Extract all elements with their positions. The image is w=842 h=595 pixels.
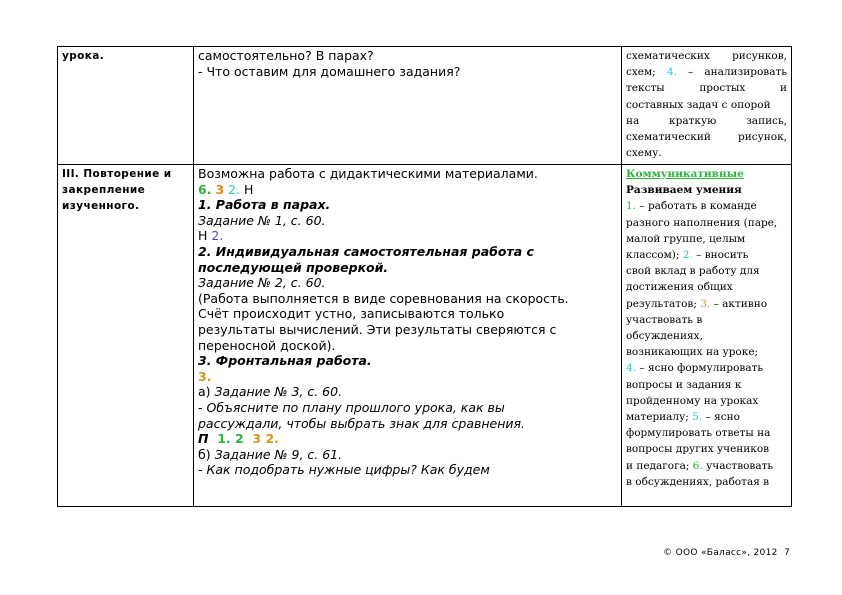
uud-line: формулировать ответы на	[626, 427, 771, 440]
marker-letter: П	[198, 431, 209, 447]
uud-text: материалу;	[626, 411, 689, 424]
task-reference: Задание № 3, с. 60.	[214, 384, 343, 400]
uud-subtitle: Развиваем умения	[626, 184, 742, 197]
uud-text: результатов;	[626, 297, 697, 310]
uud-word: краткую	[669, 114, 717, 127]
work-line: результаты вычислений. Эти результаты сверяются с	[198, 321, 557, 337]
stage-label: изученного.	[62, 200, 140, 212]
uud-line: обсуждениях,	[626, 330, 703, 343]
uud-line: составных задач с опорой	[626, 98, 771, 111]
marker-number: 2.	[211, 228, 224, 244]
marker-number: 3	[252, 431, 262, 447]
page-number: 7	[783, 548, 790, 558]
uud-line: малой группе, целым	[626, 232, 746, 245]
uud-word: рисунок,	[738, 131, 787, 144]
uud-line: вопросы и задания к	[626, 378, 742, 391]
uud-line: в обсуждениях, работая в	[626, 475, 770, 488]
uud-cell	[622, 165, 792, 507]
uud-line	[626, 48, 787, 64]
stage-label: закрепление	[62, 184, 146, 196]
uud-line: участвовать в	[626, 313, 703, 326]
uud-number: 3.	[700, 297, 711, 310]
uud-text: – активно	[710, 297, 768, 310]
page-footer	[663, 548, 790, 558]
copyright-text: © ООО «Баласс», 2012	[663, 548, 778, 558]
marker-number: 1.	[217, 431, 231, 447]
task-heading: 2. Индивидуальная самостоятельная работа с	[198, 243, 534, 259]
work-line: самостоятельно? В парах?	[198, 48, 374, 63]
work-line: Возможна работа с дидактическими материалами.	[198, 166, 538, 181]
uud-text: и педагога;	[626, 459, 690, 472]
work-line: - Объясните по плану прошлого урока, как вы	[198, 399, 505, 415]
marker-number: 2.	[228, 181, 241, 197]
uud-line	[626, 64, 787, 80]
task-heading: последующей проверкой.	[198, 259, 389, 275]
uud-word: схематический	[626, 131, 711, 144]
lesson-table	[57, 46, 792, 507]
task-heading: 1. Работа в парах.	[198, 197, 331, 213]
uud-text: – ясно	[702, 411, 740, 424]
uud-line	[626, 80, 787, 96]
uud-line: достижения общих	[626, 281, 733, 294]
uud-line	[626, 296, 787, 312]
uud-word: анализировать	[704, 66, 787, 79]
uud-word: –	[687, 66, 694, 79]
work-line: - Что оставим для домашнего задания?	[198, 63, 461, 79]
uud-line	[626, 247, 787, 263]
stage-label: урока.	[62, 50, 105, 62]
uud-markers	[198, 431, 617, 447]
uud-cell	[622, 47, 792, 165]
uud-line: возникающих на уроке;	[626, 346, 759, 359]
uud-line: пройденному на уроках	[626, 394, 759, 407]
uud-line: схему.	[626, 147, 662, 160]
marker-number: 2	[235, 431, 244, 447]
uud-word: рисунков,	[732, 50, 787, 62]
uud-number: 1.	[626, 200, 637, 213]
table-row	[58, 165, 792, 507]
uud-word: простых	[699, 82, 746, 95]
uud-text: – ясно формулировать	[636, 362, 764, 375]
stage-cell	[58, 47, 194, 165]
uud-number: 4.	[666, 66, 677, 79]
work-line: переносной доской).	[198, 337, 336, 353]
task-reference: Задание № 9, с. 61.	[214, 446, 343, 462]
work-line: Счёт происходит устно, записываются только	[198, 306, 505, 322]
item-label: б)	[198, 446, 211, 462]
work-cell	[194, 47, 622, 165]
marker-number: 6.	[198, 181, 212, 197]
uud-line	[626, 360, 787, 376]
marker-letter: Н	[244, 181, 254, 197]
table-row	[58, 47, 792, 165]
uud-line: разного наполнения (паре,	[626, 216, 778, 229]
uud-word: схем;	[626, 66, 656, 79]
uud-markers	[198, 182, 617, 198]
task-reference: Задание № 2, с. 60.	[198, 275, 326, 291]
uud-text: – работать в команде	[636, 200, 757, 213]
uud-number: 2.	[682, 249, 693, 262]
uud-title: Коммуникативные	[626, 168, 744, 180]
uud-word: и	[780, 82, 787, 95]
uud-line	[626, 409, 787, 425]
task-reference: Задание № 1, с. 60.	[198, 212, 326, 228]
uud-word: тексты	[626, 82, 665, 95]
uud-word: схематических	[626, 50, 710, 62]
uud-line	[626, 458, 787, 474]
uud-text: классом);	[626, 249, 680, 262]
uud-text: – вносить	[692, 249, 749, 262]
work-line: (Работа выполняется в виде соревнования на скорость.	[198, 290, 569, 306]
work-line	[198, 384, 617, 400]
uud-text: участвовать	[702, 459, 774, 472]
uud-word: на	[626, 114, 640, 127]
work-line: - Как подобрать нужные цифры? Как будем	[198, 462, 490, 478]
stage-cell	[58, 165, 194, 507]
marker-number: 2.	[265, 431, 279, 447]
marker-letter: Н	[198, 228, 208, 244]
uud-number: 4.	[626, 362, 637, 375]
stage-label: III. Повторение и	[62, 168, 172, 180]
uud-line: свой вклад в работу для	[626, 265, 760, 278]
task-heading: 3. Фронтальная работа.	[198, 353, 372, 369]
uud-number: 6.	[692, 459, 703, 472]
uud-number: 5.	[692, 411, 703, 424]
marker-number: 3	[215, 181, 225, 197]
uud-markers	[198, 228, 617, 244]
uud-line	[626, 129, 787, 145]
work-line: рассуждали, чтобы выбрать знак для сравнения.	[198, 415, 526, 431]
uud-line: вопросы других учеников	[626, 443, 770, 456]
uud-word: запись,	[746, 114, 787, 127]
uud-line	[626, 113, 787, 129]
work-line	[198, 447, 617, 463]
uud-line	[626, 198, 787, 214]
item-label: а)	[198, 384, 211, 400]
marker-number: 3.	[198, 368, 212, 384]
work-cell	[194, 165, 622, 507]
